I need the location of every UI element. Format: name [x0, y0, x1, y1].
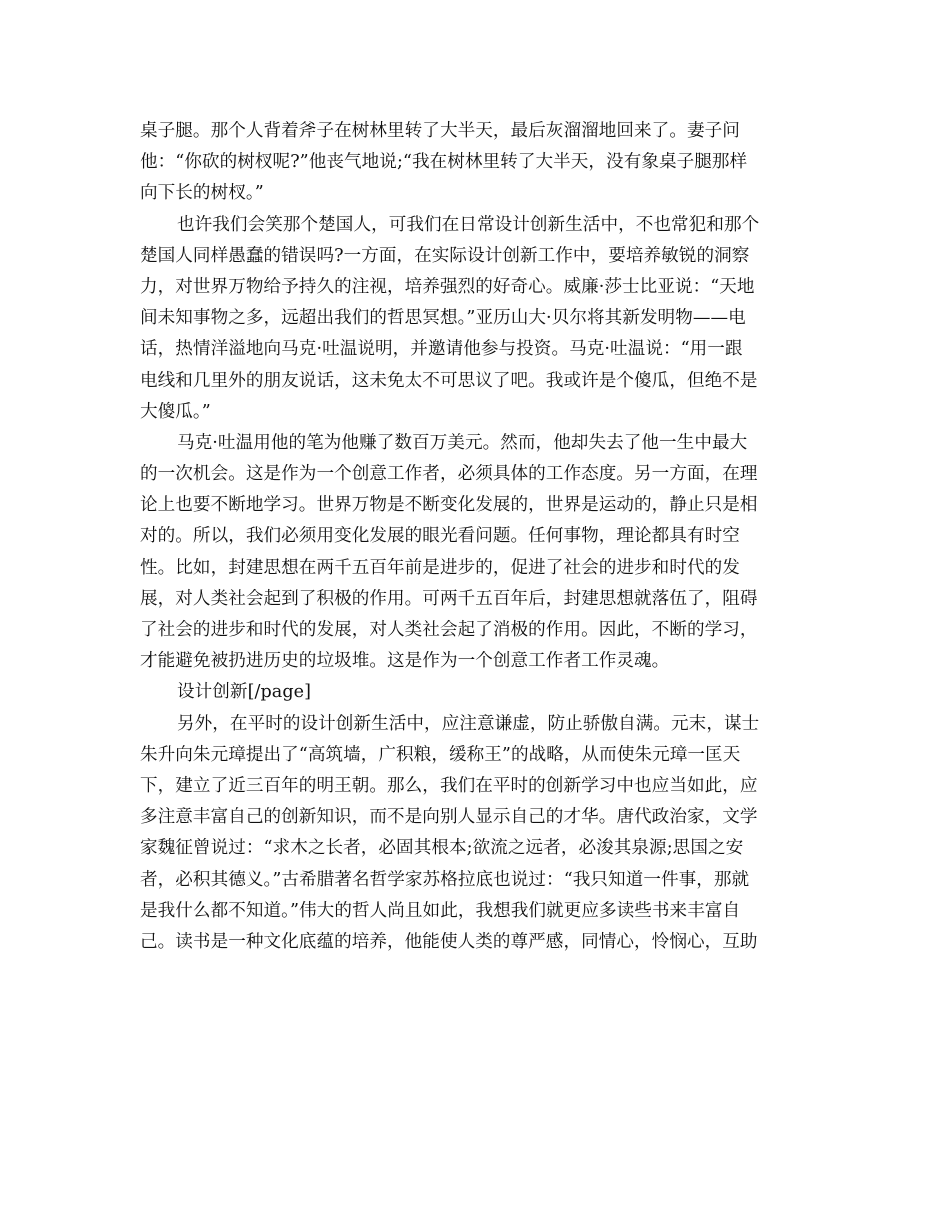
text-line: 展，对人类社会起到了积极的作用。可两千五百年后，封建思想就落伍了，阻碍 — [140, 588, 758, 609]
text-line: 也许我们会笑那个楚国人，可我们在日常设计创新生活中，不也常犯和那个 — [177, 214, 760, 235]
text-line: 电线和几里外的朋友说话，这未免太不可思议了吧。我或许是个傻瓜，但绝不是 — [140, 370, 758, 391]
text-line: 向下长的树杈。” — [140, 183, 264, 204]
text-line: 了社会的进步和时代的发展，对人类社会起了消极的作用。因此，不断的学习， — [140, 620, 758, 640]
text-line: 论上也要不断地学习。世界万物是不断变化发展的，世界是运动的，静止只是相 — [140, 495, 758, 516]
text-line: 他：“你砍的树杈呢?”他丧气地说;“我在树林里转了大半天，没有象桌子腿那样 — [140, 152, 748, 173]
text-line: 下，建立了近三百年的明王朝。那么，我们在平时的创新学习中也应当如此，应 — [140, 775, 758, 796]
text-line: 桌子腿。那个人背着斧子在树林里转了大半天，最后灰溜溜地回来了。妻子问 — [140, 121, 740, 141]
text-line: 话，热情洋溢地向马克·吐温说明，并邀请他参与投资。马克·吐温说：“用一跟 — [140, 339, 743, 360]
text-line: 是我什么都不知道。”伟大的哲人尚且如此，我想我们就更应多读些书来丰富自 — [140, 900, 741, 921]
text-line: 家魏征曾说过：“求木之长者，必固其根本;欲流之远者，必浚其泉源;思国之安 — [140, 838, 744, 859]
text-line: 马克·吐温用他的笔为他赚了数百万美元。然而，他却失去了他一生中最大 — [177, 432, 748, 453]
text-line: 大傻瓜。” — [140, 401, 211, 422]
text-line: 的一次机会。这是作为一个创意工作者，必须具体的工作态度。另一方面，在理 — [140, 464, 758, 485]
text-line: 者，必积其德义。”古希腊著名哲学家苏格拉底也说过：“我只知道一件事，那就 — [140, 869, 750, 890]
document-body — [140, 116, 810, 958]
text-line: 力，对世界万物给予持久的注视，培养强烈的好奇心。威廉·莎士比亚说：“天地 — [140, 276, 755, 297]
text-line: 对的。所以，我们必须用变化发展的眼光看问题。任何事物，理论都具有时空 — [140, 526, 740, 547]
text-line: 间未知事物之多，远超出我们的哲思冥想。”亚历山大·贝尔将其新发明物——电 — [140, 308, 746, 329]
text-line: 设计创新[/page] — [177, 682, 312, 703]
text-line: 性。比如，封建思想在两千五百年前是进步的，促进了社会的进步和时代的发 — [140, 557, 740, 578]
text-line: 多注意丰富自己的创新知识，而不是向别人显示自己的才华。唐代政治家，文学 — [140, 807, 758, 828]
text-line: 才能避免被扔进历史的垃圾堆。这是作为一个创意工作者工作灵魂。 — [140, 651, 670, 672]
text-line: 楚国人同样愚蠢的错误吗?一方面，在实际设计创新工作中，要培养敏锐的洞察 — [140, 245, 750, 266]
text-line: 另外，在平时的设计创新生活中，应注意谦虚，防止骄傲自满。元末，谋士 — [177, 713, 760, 734]
text-line: 己。读书是一种文化底蕴的培养，他能使人类的尊严感，同情心，怜悯心，互助 — [140, 931, 758, 952]
text-line: 朱升向朱元璋提出了“高筑墙，广积粮，缓称王”的战略，从而使朱元璋一匡天 — [140, 744, 741, 765]
